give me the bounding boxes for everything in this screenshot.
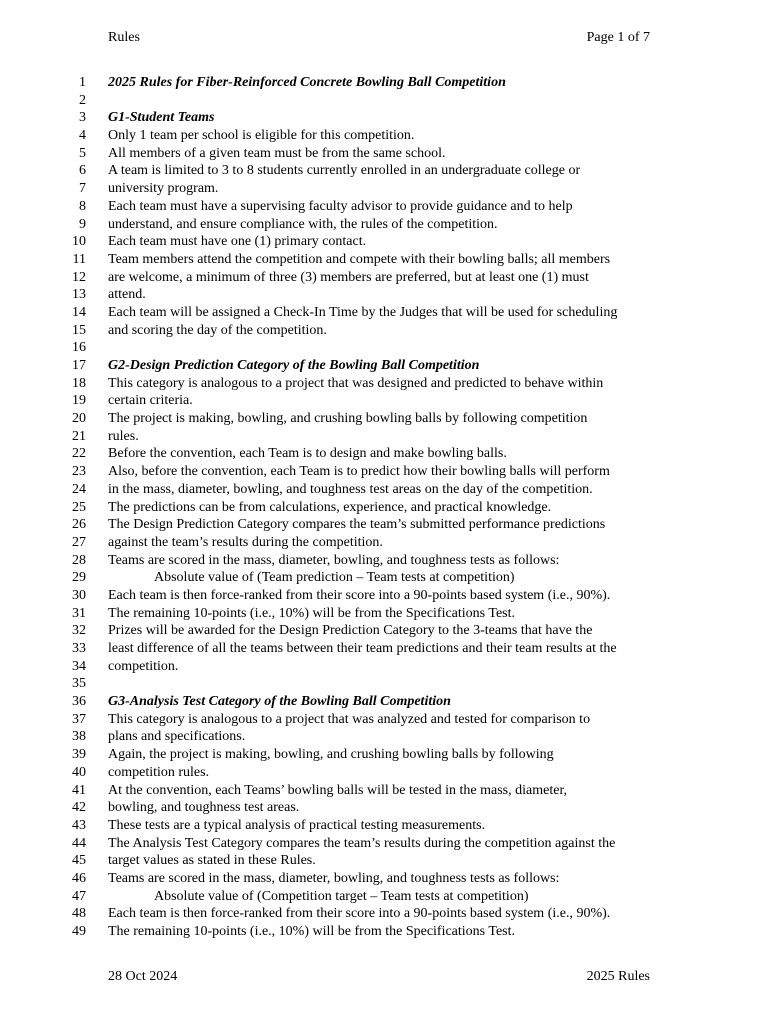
text-line bbox=[0, 870, 768, 888]
text-line bbox=[0, 852, 768, 870]
text-line bbox=[0, 587, 768, 605]
text-line bbox=[0, 145, 768, 163]
line-number: 2 bbox=[79, 92, 86, 108]
text-line bbox=[0, 269, 768, 287]
line-number: 33 bbox=[72, 641, 86, 656]
section-heading-line bbox=[0, 109, 768, 127]
text-line bbox=[0, 251, 768, 269]
line-text: Each team is then force-ranked from their score into a 90-points based system (i.e., 90%). bbox=[108, 906, 611, 922]
text-line bbox=[0, 180, 768, 198]
line-text: plans and specifications. bbox=[108, 729, 246, 745]
text-line bbox=[0, 905, 768, 923]
line-text: The remaining 10-points (i.e., 10%) will be from the Specifications Test. bbox=[108, 605, 515, 621]
text-line bbox=[0, 799, 768, 817]
line-text: The Design Prediction Category compares the team’s submitted performance predictions bbox=[108, 517, 606, 533]
section-heading: G1-Student Teams bbox=[108, 110, 215, 126]
line-number: 14 bbox=[72, 304, 86, 320]
line-text: Teams are scored in the mass, diameter, bowling, and toughness tests as follows: bbox=[108, 552, 560, 568]
line-number: 6 bbox=[79, 163, 86, 179]
line-number: 36 bbox=[72, 694, 86, 710]
line-number: 21 bbox=[72, 428, 86, 444]
line-text: rules. bbox=[108, 428, 139, 444]
line-text: This category is analogous to a project that was analyzed and tested for comparison to bbox=[108, 711, 591, 727]
text-line bbox=[0, 764, 768, 782]
line-number: 20 bbox=[72, 411, 86, 427]
line-number: 9 bbox=[79, 216, 86, 232]
line-text: competition. bbox=[108, 658, 179, 674]
line-text: A team is limited to 3 to 8 students currently enrolled in an undergraduate college or bbox=[108, 163, 581, 179]
text-line bbox=[0, 817, 768, 835]
text-line bbox=[0, 516, 768, 534]
line-text: Again, the project is making, bowling, and crushing bowling balls by following bbox=[108, 747, 554, 763]
line-number: 49 bbox=[72, 924, 86, 939]
text-line bbox=[0, 782, 768, 800]
text-line bbox=[0, 605, 768, 623]
line-text: bowling, and toughness test areas. bbox=[108, 800, 300, 816]
text-line bbox=[0, 392, 768, 410]
line-number: 3 bbox=[79, 110, 86, 126]
section-heading: G3-Analysis Test Category of the Bowling Ball Competition bbox=[108, 694, 451, 710]
text-line bbox=[0, 640, 768, 658]
line-number: 17 bbox=[72, 358, 86, 373]
line-text: target values as stated in these Rules. bbox=[108, 853, 316, 869]
text-line bbox=[0, 746, 768, 764]
line-number: 29 bbox=[72, 570, 86, 586]
line-text: competition rules. bbox=[108, 764, 210, 780]
line-number: 37 bbox=[72, 711, 86, 727]
line-number: 47 bbox=[72, 888, 86, 904]
line-number: 18 bbox=[72, 375, 86, 391]
line-text: and scoring the day of the competition. bbox=[108, 322, 327, 338]
line-text: This category is analogous to a project that was designed and predicted to behave within bbox=[108, 375, 604, 391]
line-number: 1 bbox=[79, 75, 86, 90]
text-line bbox=[0, 534, 768, 552]
line-number: 26 bbox=[72, 517, 86, 533]
text-line bbox=[0, 923, 768, 941]
line-number: 34 bbox=[72, 658, 86, 674]
text-line bbox=[0, 445, 768, 463]
line-number: 19 bbox=[72, 393, 86, 409]
text-line bbox=[0, 711, 768, 729]
line-number: 43 bbox=[72, 817, 86, 833]
line-text: Also, before the convention, each Team is to predict how their bowling balls will perform bbox=[108, 464, 610, 480]
text-line bbox=[0, 127, 768, 145]
line-number: 22 bbox=[72, 446, 86, 462]
text-line bbox=[0, 499, 768, 517]
line-text: understand, and ensure compliance with, the rules of the competition. bbox=[108, 216, 498, 232]
text-line bbox=[0, 481, 768, 499]
document-body bbox=[0, 74, 768, 941]
line-text: All members of a given team must be from the same school. bbox=[108, 145, 446, 161]
text-line bbox=[0, 463, 768, 481]
line-number: 45 bbox=[72, 853, 86, 869]
line-number: 12 bbox=[72, 269, 86, 285]
line-text: university program. bbox=[108, 181, 219, 197]
line-number: 11 bbox=[72, 251, 86, 267]
section-heading: G2-Design Prediction Category of the Bowling Ball Competition bbox=[108, 358, 480, 373]
text-line bbox=[0, 322, 768, 340]
text-line bbox=[0, 658, 768, 676]
line-text: are welcome, a minimum of three (3) members are preferred, but at least one (1) must bbox=[108, 269, 589, 285]
section-heading-line bbox=[0, 693, 768, 711]
line-number: 40 bbox=[72, 764, 86, 780]
page-header bbox=[108, 30, 650, 46]
line-text: Each team must have one (1) primary contact. bbox=[108, 234, 367, 250]
line-number: 30 bbox=[72, 587, 86, 603]
line-text: attend. bbox=[108, 287, 146, 303]
line-number: 10 bbox=[72, 234, 86, 250]
line-number: 5 bbox=[79, 145, 86, 161]
line-number: 46 bbox=[72, 870, 86, 886]
page-footer bbox=[108, 969, 650, 985]
line-text: Each team is then force-ranked from their score into a 90-points based system (i.e., 90%). bbox=[108, 587, 611, 603]
text-line bbox=[0, 375, 768, 393]
line-text: Prizes will be awarded for the Design Prediction Category to the 3-teams that have the bbox=[108, 623, 593, 639]
line-text: Teams are scored in the mass, diameter, bowling, and toughness tests as follows: bbox=[108, 870, 560, 886]
text-line bbox=[0, 428, 768, 446]
text-line bbox=[0, 410, 768, 428]
line-text: Each team will be assigned a Check-In Time by the Judges that will be used for scheduling bbox=[108, 304, 618, 320]
header-title: Rules bbox=[108, 30, 140, 45]
line-number: 27 bbox=[72, 534, 86, 550]
line-number: 48 bbox=[72, 906, 86, 922]
line-text: Before the convention, each Team is to design and make bowling balls. bbox=[108, 446, 507, 462]
page-number: Page 1 of 7 bbox=[586, 30, 650, 45]
line-text: These tests are a typical analysis of practical testing measurements. bbox=[108, 817, 486, 833]
line-number: 32 bbox=[72, 623, 86, 639]
line-number: 41 bbox=[72, 782, 86, 798]
text-line bbox=[0, 233, 768, 251]
line-number: 16 bbox=[72, 340, 86, 356]
line-number: 28 bbox=[72, 552, 86, 568]
line-number: 38 bbox=[72, 729, 86, 745]
line-number: 8 bbox=[79, 198, 86, 214]
line-number: 31 bbox=[72, 605, 86, 621]
line-number: 15 bbox=[72, 322, 86, 338]
line-text: Team members attend the competition and compete with their bowling balls; all members bbox=[108, 251, 611, 267]
text-line bbox=[0, 728, 768, 746]
line-number: 25 bbox=[72, 499, 86, 515]
text-line bbox=[0, 339, 768, 357]
line-text: The predictions can be from calculations, experience, and practical knowledge. bbox=[108, 499, 552, 515]
line-number: 13 bbox=[72, 287, 86, 303]
line-number: 4 bbox=[79, 128, 86, 144]
text-line bbox=[0, 622, 768, 640]
text-line bbox=[0, 162, 768, 180]
line-text: At the convention, each Teams’ bowling balls will be tested in the mass, diameter, bbox=[108, 782, 568, 798]
line-text: Only 1 team per school is eligible for this competition. bbox=[108, 128, 415, 144]
text-line bbox=[0, 92, 768, 110]
line-text: The project is making, bowling, and crushing bowling balls by following competition bbox=[108, 411, 588, 427]
line-number: 23 bbox=[72, 464, 86, 480]
line-text: The Analysis Test Category compares the team’s results during the competition against the bbox=[108, 835, 616, 851]
line-text: in the mass, diameter, bowling, and toughness test areas on the day of the competition. bbox=[108, 481, 593, 497]
section-heading-line bbox=[0, 357, 768, 375]
line-text: against the team’s results during the competition. bbox=[108, 534, 383, 550]
text-line bbox=[0, 552, 768, 570]
text-line bbox=[0, 198, 768, 216]
text-line bbox=[0, 675, 768, 693]
line-number: 39 bbox=[72, 747, 86, 763]
line-text: Absolute value of (Competition target – Team tests at competition) bbox=[154, 888, 529, 904]
line-number: 35 bbox=[72, 676, 86, 692]
section-heading-line bbox=[0, 74, 768, 92]
line-number: 24 bbox=[72, 481, 86, 497]
line-text: The remaining 10-points (i.e., 10%) will be from the Specifications Test. bbox=[108, 924, 515, 939]
line-text: Each team must have a supervising faculty advisor to provide guidance and to help bbox=[108, 198, 573, 214]
line-number: 42 bbox=[72, 800, 86, 816]
line-text: certain criteria. bbox=[108, 393, 193, 409]
line-number: 7 bbox=[79, 181, 86, 197]
text-line bbox=[0, 888, 768, 906]
footer-date: 28 Oct 2024 bbox=[108, 969, 178, 984]
text-line bbox=[0, 216, 768, 234]
line-text: Absolute value of (Team prediction – Team tests at competition) bbox=[154, 570, 515, 586]
text-line bbox=[0, 304, 768, 322]
line-text: least difference of all the teams between their team predictions and their team results at the bbox=[108, 641, 617, 656]
text-line bbox=[0, 569, 768, 587]
text-line bbox=[0, 835, 768, 853]
text-line bbox=[0, 286, 768, 304]
line-number: 44 bbox=[72, 835, 86, 851]
section-heading: 2025 Rules for Fiber-Reinforced Concrete Bowling Ball Competition bbox=[108, 75, 506, 90]
footer-title: 2025 Rules bbox=[586, 969, 650, 984]
